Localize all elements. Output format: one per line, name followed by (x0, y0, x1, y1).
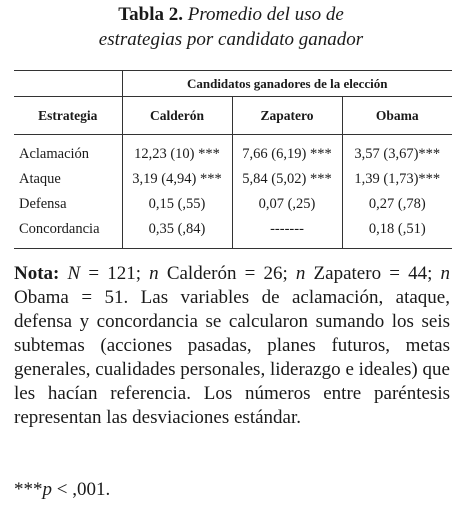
table-group-header-row (14, 71, 452, 97)
caption-label: Tabla 2. (118, 4, 183, 25)
value-cell: 0,07 (,25) (232, 192, 342, 217)
significance-stars: *** (14, 479, 43, 500)
value-cell: 1,39 (1,73)*** (342, 167, 452, 192)
note-n-obama-symbol: n (440, 263, 451, 284)
group-header: Candidatos ganadores de la elección (122, 71, 452, 97)
caption-title-2: estrategias por candidato ganador (98, 29, 364, 50)
table-row (14, 135, 452, 168)
note-n-calderon: Calderón = 26; (158, 263, 296, 284)
table-row (14, 167, 452, 192)
table-caption (0, 2, 462, 52)
value-cell: 7,66 (6,19) *** (232, 135, 342, 168)
empty-header-cell (14, 71, 122, 97)
note-n-obama: Obama = 51. (14, 287, 141, 308)
value-cell: 0,35 (,84) (122, 217, 232, 249)
table-note (14, 262, 450, 430)
significance-p: p (42, 479, 52, 500)
value-cell: ------- (232, 217, 342, 249)
value-cell: 3,19 (4,94) *** (122, 167, 232, 192)
strategy-cell: Concordancia (14, 217, 122, 249)
caption-line-1 (0, 2, 462, 27)
note-label: Nota: (14, 263, 60, 284)
value-cell: 0,15 (,55) (122, 192, 232, 217)
candidate-header-zapatero: Zapatero (232, 97, 342, 135)
note-n-zapatero-symbol: n (295, 263, 306, 284)
note-n-total: = 121; (80, 263, 150, 284)
value-cell: 5,84 (5,02) *** (232, 167, 342, 192)
strategy-cell: Defensa (19, 196, 67, 212)
value-cell: 12,23 (10) *** (122, 135, 232, 168)
candidate-header-calderon: Calderón (122, 97, 232, 135)
note-body: Las variables de aclamación, ataque, defensa y concordancia se calcularon sumando los seis subtemas (acciones pasadas, planes futuros, metas generales, cualidades personales, liderazgo e ideales) que les hacían referencia. Los números entre paréntesis representan las desviaciones estándar. (14, 287, 450, 428)
value-cell: 3,57 (3,67)*** (342, 135, 452, 168)
caption-title-1: Promedio del uso de (187, 4, 344, 25)
significance-threshold: < ,001. (52, 479, 111, 500)
strategy-cell: Aclamación (19, 146, 90, 162)
note-n-symbol: N (67, 263, 81, 284)
strategy-cell: Ataque (19, 171, 61, 187)
table-column-header-row (14, 97, 452, 135)
value-cell: 0,18 (,51) (342, 217, 452, 249)
value-cell: 0,27 (,78) (342, 192, 452, 217)
strategy-header: Estrategia (14, 97, 122, 135)
note-n-calderon-symbol: n (149, 263, 159, 284)
candidate-header-obama: Obama (342, 97, 452, 135)
strategy-table (14, 70, 452, 249)
table-row (14, 217, 452, 249)
significance-note (14, 478, 110, 502)
note-n-zapatero: Zapatero = 44; (305, 263, 441, 284)
table-row (14, 192, 452, 217)
